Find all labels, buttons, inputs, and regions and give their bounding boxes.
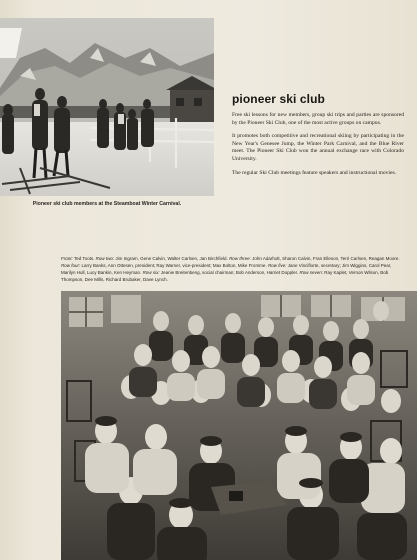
- ski-carnival-illustration: [0, 18, 214, 196]
- club-article: [232, 92, 404, 183]
- article-paragraph: The regular Ski Club meetings feature speakers and instructional movies.: [232, 169, 397, 176]
- article-title: pioneer ski club: [232, 92, 325, 106]
- caption-row: Row four: Larry Banks, Ann Ottesen, president; Ray Warner, vice-president; Max Bolton, Mike Fromme.: [61, 263, 267, 268]
- ski-club-group-photo: [61, 291, 417, 560]
- caption-row: Row three: John Adarholt, Sharon Calvin, Fran Elleson, Terri Carlsen, Reagan Moore.: [229, 256, 400, 261]
- group-photo-caption: [61, 255, 406, 283]
- article-paragraph: It promotes both competitive and recreational skiing by participating in the New Year's Genesee Jump, the Winter Park Carnival, and the Blue River meet. The Pioneer Ski Club won the annual exchange race with Colorado University.: [232, 133, 404, 162]
- caption-row: Front: Ted Toots.: [61, 256, 95, 261]
- caption-row: Row six: Jeanie Breitenbeng, social chairman; Bob Anderson, Harriet Doppler.: [142, 270, 299, 275]
- caption-row: Row seven: Ray Kaplet, Vernon Wilson, Bob Thompson, Dee Mills, Richard Brubaker, Dave Lynch.: [61, 270, 389, 282]
- ski-carnival-photo: [0, 18, 214, 196]
- group-photo-illustration: [61, 291, 417, 560]
- caption-row: Row two: Jim Ingram, Gene Calvin, Walter Carlsen, Jan Birchfield.: [95, 256, 228, 261]
- caption-row: Row five: Jane Vinciflorte, secretary; Jim Wiggins, Carol Pear, Marilyn Hull, Lucy Bankin, Ken Heyman.: [61, 263, 392, 275]
- ski-carnival-caption: Pioneer ski club members at the Steamboat Winter Carnival.: [32, 201, 182, 207]
- article-paragraph: Free ski lessons for new members, group ski trips and parties are sponsored by the Pioneer Ski Club, one of the most active groups on campus.: [232, 112, 404, 126]
